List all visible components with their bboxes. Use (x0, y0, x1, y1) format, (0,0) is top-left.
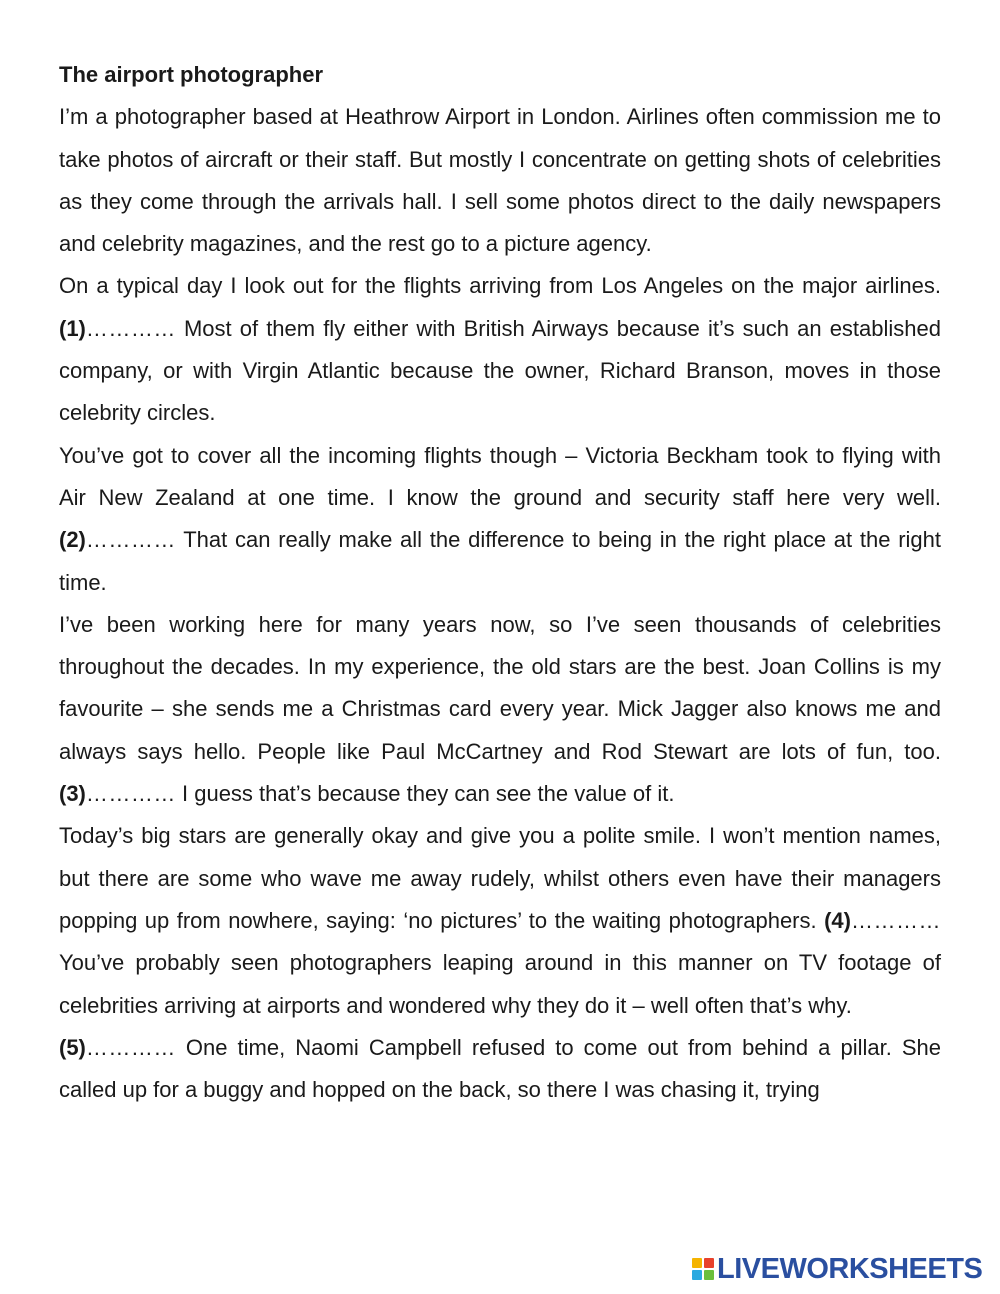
logo-square-green (704, 1270, 714, 1280)
paragraph-text: I’ve been working here for many years now, so I’ve seen thousands of celebrities throughout the decades. In my experience, the old stars are the best. Joan Collins is my favourite – she sends me a Christmas card every year. Mick Jagger also knows me and always says hello. People like Paul McCartney and Rod Stewart are lots of fun, too. (59, 611, 941, 764)
paragraph-text: You’ve probably seen photographers leaping around in this manner on TV footage of celebrities arriving at airports and wondered why they do it – well often that’s why. (59, 950, 941, 1018)
paragraph (59, 265, 941, 434)
paragraph-text: That can really make all the difference to being in the right place at the right time. (59, 527, 941, 595)
answer-gap[interactable]: ………… (85, 1034, 176, 1060)
page-title: The airport photographer (59, 62, 323, 87)
paragraph (59, 815, 941, 1026)
gap-number: (5) (59, 1034, 86, 1060)
answer-gap[interactable]: ………… (85, 527, 176, 553)
paragraph (59, 1027, 941, 1112)
liveworksheets-logo[interactable] (692, 1254, 982, 1284)
paragraph (59, 435, 941, 604)
paragraph-text: You’ve got to cover all the incoming flights though – Victoria Beckham took to flying with Air New Zealand at one time. I know the ground and security staff here very well. (59, 442, 941, 510)
paragraph-text: I guess that’s because they can see the value of it. (175, 781, 675, 807)
text-body (59, 96, 941, 1111)
logo-square-yellow (692, 1258, 702, 1268)
gap-number: (2) (59, 527, 86, 553)
gap-number: (3) (59, 781, 86, 807)
paragraph-text: Today’s big stars are generally okay and give you a polite smile. I won’t mention names, but there are some who wave me away rudely, whilst others even have their managers popping up from nowhere, saying: ‘no pictures’ to the waiting photographers. (59, 823, 941, 933)
gap-number: (1) (59, 315, 86, 341)
worksheet-page (59, 54, 941, 1111)
logo-text: LIVEWORKSHEETS (717, 1253, 983, 1285)
liveworksheets-logo-icon (692, 1258, 714, 1280)
gap-number: (4) (824, 907, 851, 933)
paragraph-text: On a typical day I look out for the flights arriving from Los Angeles on the major airlines. (59, 273, 941, 299)
paragraph-text: One time, Naomi Campbell refused to come out from behind a pillar. She called up for a buggy and hopped on the back, so there I was chasing it, trying (59, 1034, 941, 1103)
paragraph (59, 604, 941, 815)
paragraph-text: Most of them fly either with British Airways because it’s such an established company, or with Virgin Atlantic because the owner, Richard Branson, moves in those celebrity circles. (59, 315, 941, 426)
logo-square-blue (692, 1270, 702, 1280)
paragraph (59, 96, 941, 265)
logo-square-red (704, 1258, 714, 1268)
answer-gap[interactable]: ………… (85, 781, 176, 807)
answer-gap[interactable]: ………… (851, 907, 941, 933)
paragraph-text: I’m a photographer based at Heathrow Airport in London. Airlines often commission me to take photos of aircraft or their staff. But mostly I concentrate on getting shots of celebrities as they come through the arrivals hall. I sell some photos direct to the daily newspapers and celebrity magazines, and the rest go to a picture agency. (59, 104, 941, 257)
answer-gap[interactable]: ………… (85, 315, 176, 341)
